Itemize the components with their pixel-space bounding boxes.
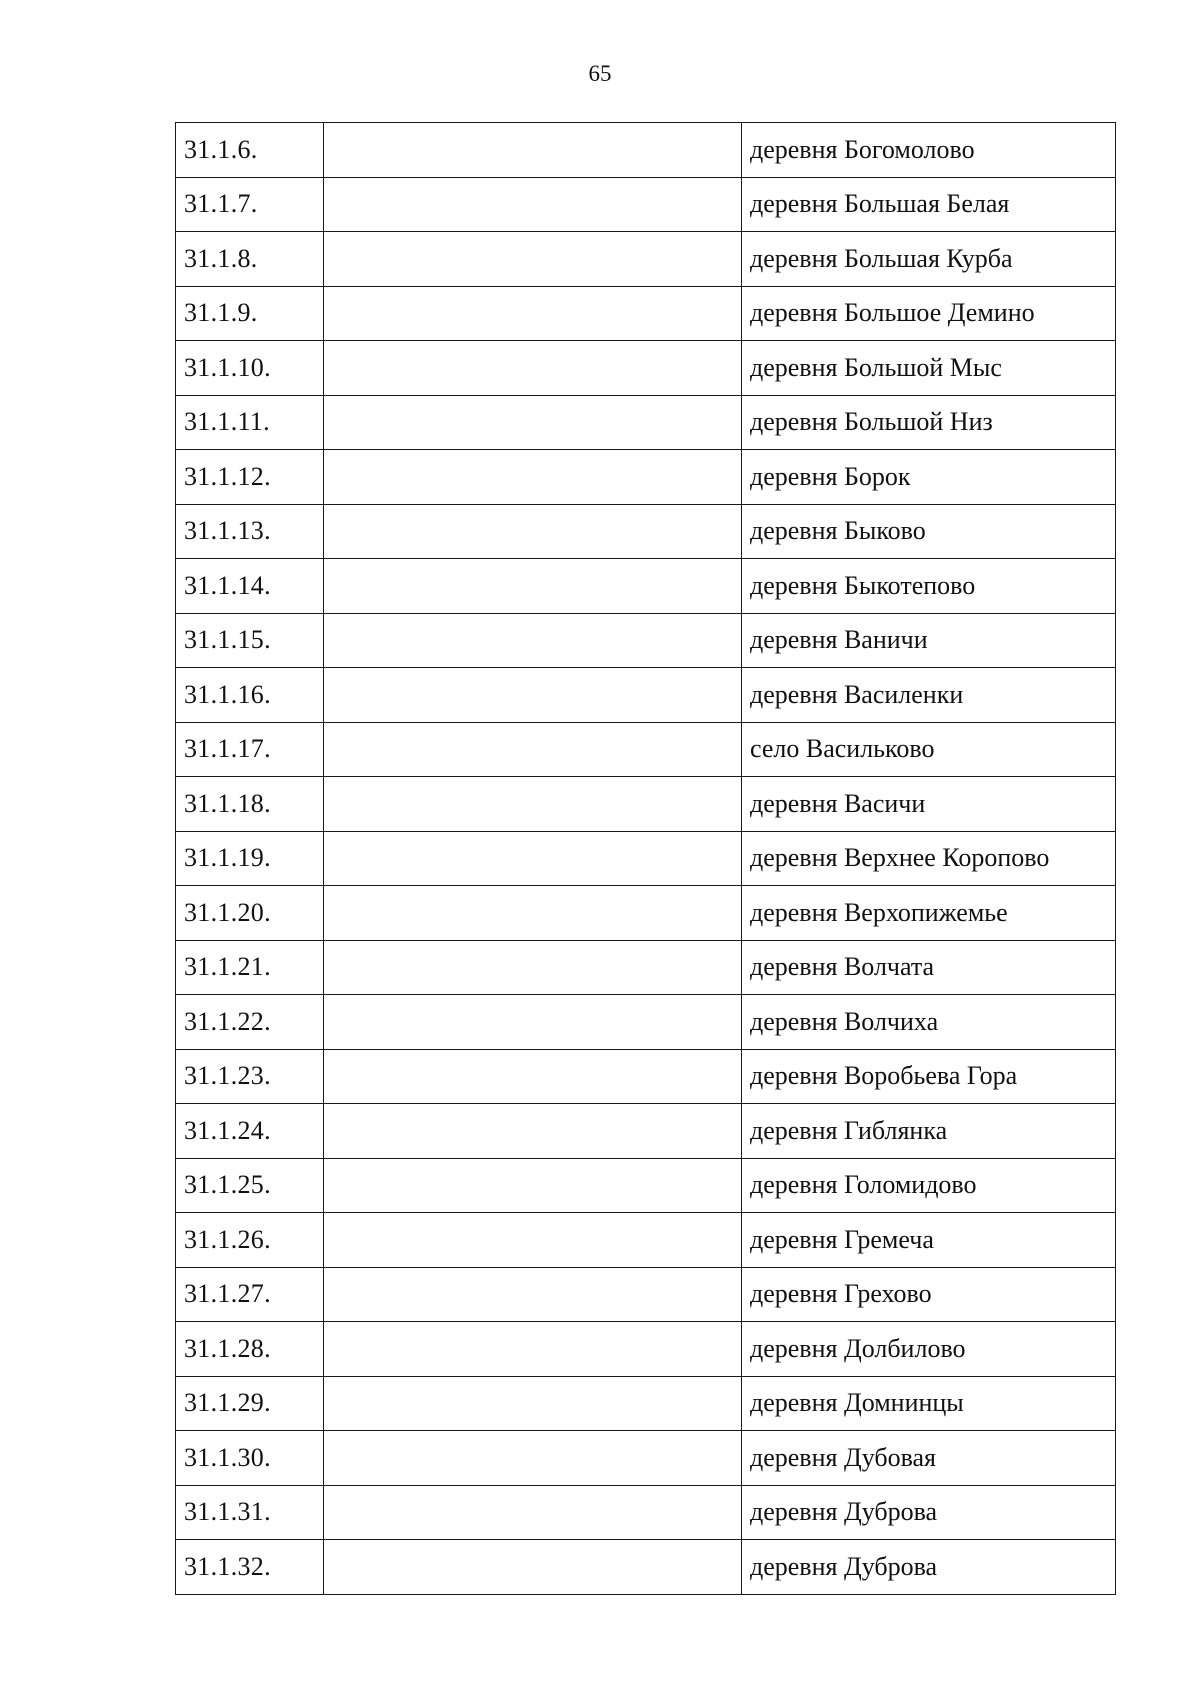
settlements-table	[175, 122, 1116, 1595]
page-number: 65	[588, 61, 612, 86]
settlement-name-cell: деревня Большой Низ	[742, 395, 1116, 450]
table-row	[176, 286, 1116, 341]
row-number-cell: 31.1.24.	[176, 1104, 324, 1159]
settlement-name-cell: деревня Большая Белая	[742, 177, 1116, 232]
empty-middle-cell	[324, 831, 742, 886]
table-row	[176, 1267, 1116, 1322]
row-number-cell: 31.1.7.	[176, 177, 324, 232]
table-row	[176, 504, 1116, 559]
settlement-name-cell: деревня Дуброва	[742, 1485, 1116, 1540]
empty-middle-cell	[324, 123, 742, 178]
row-number-cell: 31.1.27.	[176, 1267, 324, 1322]
row-number-cell: 31.1.25.	[176, 1158, 324, 1213]
settlement-name-cell: деревня Васичи	[742, 777, 1116, 832]
empty-middle-cell	[324, 613, 742, 668]
empty-middle-cell	[324, 286, 742, 341]
table-row	[176, 232, 1116, 287]
settlement-name-cell: деревня Борок	[742, 450, 1116, 505]
empty-middle-cell	[324, 504, 742, 559]
table-row	[176, 613, 1116, 668]
table-row	[176, 1104, 1116, 1159]
table-row	[176, 1049, 1116, 1104]
row-number-cell: 31.1.32.	[176, 1540, 324, 1595]
empty-middle-cell	[324, 886, 742, 941]
empty-middle-cell	[324, 668, 742, 723]
table-row	[176, 450, 1116, 505]
empty-middle-cell	[324, 395, 742, 450]
settlement-name-cell: деревня Большой Мыс	[742, 341, 1116, 396]
row-number-cell: 31.1.9.	[176, 286, 324, 341]
row-number-cell: 31.1.15.	[176, 613, 324, 668]
table-row	[176, 395, 1116, 450]
table-row	[176, 559, 1116, 614]
row-number-cell: 31.1.21.	[176, 940, 324, 995]
row-number-cell: 31.1.12.	[176, 450, 324, 505]
empty-middle-cell	[324, 177, 742, 232]
row-number-cell: 31.1.26.	[176, 1213, 324, 1268]
row-number-cell: 31.1.18.	[176, 777, 324, 832]
empty-middle-cell	[324, 232, 742, 287]
table-row	[176, 1540, 1116, 1595]
row-number-cell: 31.1.6.	[176, 123, 324, 178]
table-body	[176, 123, 1116, 1595]
settlement-name-cell: деревня Воробьева Гора	[742, 1049, 1116, 1104]
table-row	[176, 668, 1116, 723]
settlement-name-cell: деревня Большая Курба	[742, 232, 1116, 287]
row-number-cell: 31.1.28.	[176, 1322, 324, 1377]
empty-middle-cell	[324, 1267, 742, 1322]
empty-middle-cell	[324, 1213, 742, 1268]
empty-middle-cell	[324, 1158, 742, 1213]
row-number-cell: 31.1.30.	[176, 1431, 324, 1486]
row-number-cell: 31.1.16.	[176, 668, 324, 723]
settlement-name-cell: деревня Волчиха	[742, 995, 1116, 1050]
settlement-name-cell: деревня Гиблянка	[742, 1104, 1116, 1159]
settlement-name-cell: деревня Верхопижемье	[742, 886, 1116, 941]
empty-middle-cell	[324, 1540, 742, 1595]
row-number-cell: 31.1.29.	[176, 1376, 324, 1431]
empty-middle-cell	[324, 1485, 742, 1540]
settlement-name-cell: деревня Дубовая	[742, 1431, 1116, 1486]
row-number-cell: 31.1.10.	[176, 341, 324, 396]
settlement-name-cell: деревня Быкотепово	[742, 559, 1116, 614]
empty-middle-cell	[324, 450, 742, 505]
empty-middle-cell	[324, 722, 742, 777]
row-number-cell: 31.1.31.	[176, 1485, 324, 1540]
table-row	[176, 1431, 1116, 1486]
row-number-cell: 31.1.14.	[176, 559, 324, 614]
settlement-name-cell: деревня Домнинцы	[742, 1376, 1116, 1431]
settlement-name-cell: деревня Верхнее Коропово	[742, 831, 1116, 886]
settlement-name-cell: деревня Дуброва	[742, 1540, 1116, 1595]
settlement-name-cell: деревня Гремеча	[742, 1213, 1116, 1268]
table-row	[176, 1376, 1116, 1431]
settlement-name-cell: село Васильково	[742, 722, 1116, 777]
table-row	[176, 1213, 1116, 1268]
row-number-cell: 31.1.23.	[176, 1049, 324, 1104]
row-number-cell: 31.1.20.	[176, 886, 324, 941]
settlement-name-cell: деревня Ваничи	[742, 613, 1116, 668]
table-row	[176, 886, 1116, 941]
settlement-name-cell: деревня Быково	[742, 504, 1116, 559]
row-number-cell: 31.1.13.	[176, 504, 324, 559]
table-row	[176, 1158, 1116, 1213]
table-row	[176, 123, 1116, 178]
table-row	[176, 1322, 1116, 1377]
row-number-cell: 31.1.17.	[176, 722, 324, 777]
row-number-cell: 31.1.11.	[176, 395, 324, 450]
settlement-name-cell: деревня Голомидово	[742, 1158, 1116, 1213]
table-row	[176, 995, 1116, 1050]
settlement-name-cell: деревня Большое Демино	[742, 286, 1116, 341]
settlement-name-cell: деревня Волчата	[742, 940, 1116, 995]
table-row	[176, 831, 1116, 886]
empty-middle-cell	[324, 1322, 742, 1377]
empty-middle-cell	[324, 1431, 742, 1486]
settlement-name-cell: деревня Василенки	[742, 668, 1116, 723]
row-number-cell: 31.1.19.	[176, 831, 324, 886]
empty-middle-cell	[324, 940, 742, 995]
empty-middle-cell	[324, 995, 742, 1050]
empty-middle-cell	[324, 341, 742, 396]
settlement-name-cell: деревня Долбилово	[742, 1322, 1116, 1377]
table-row	[176, 177, 1116, 232]
table-row	[176, 722, 1116, 777]
empty-middle-cell	[324, 559, 742, 614]
row-number-cell: 31.1.8.	[176, 232, 324, 287]
table-row	[176, 1485, 1116, 1540]
settlement-name-cell: деревня Грехово	[742, 1267, 1116, 1322]
empty-middle-cell	[324, 1376, 742, 1431]
table-row	[176, 341, 1116, 396]
empty-middle-cell	[324, 1104, 742, 1159]
empty-middle-cell	[324, 777, 742, 832]
settlement-name-cell: деревня Богомолово	[742, 123, 1116, 178]
table-row	[176, 777, 1116, 832]
row-number-cell: 31.1.22.	[176, 995, 324, 1050]
table-row	[176, 940, 1116, 995]
empty-middle-cell	[324, 1049, 742, 1104]
